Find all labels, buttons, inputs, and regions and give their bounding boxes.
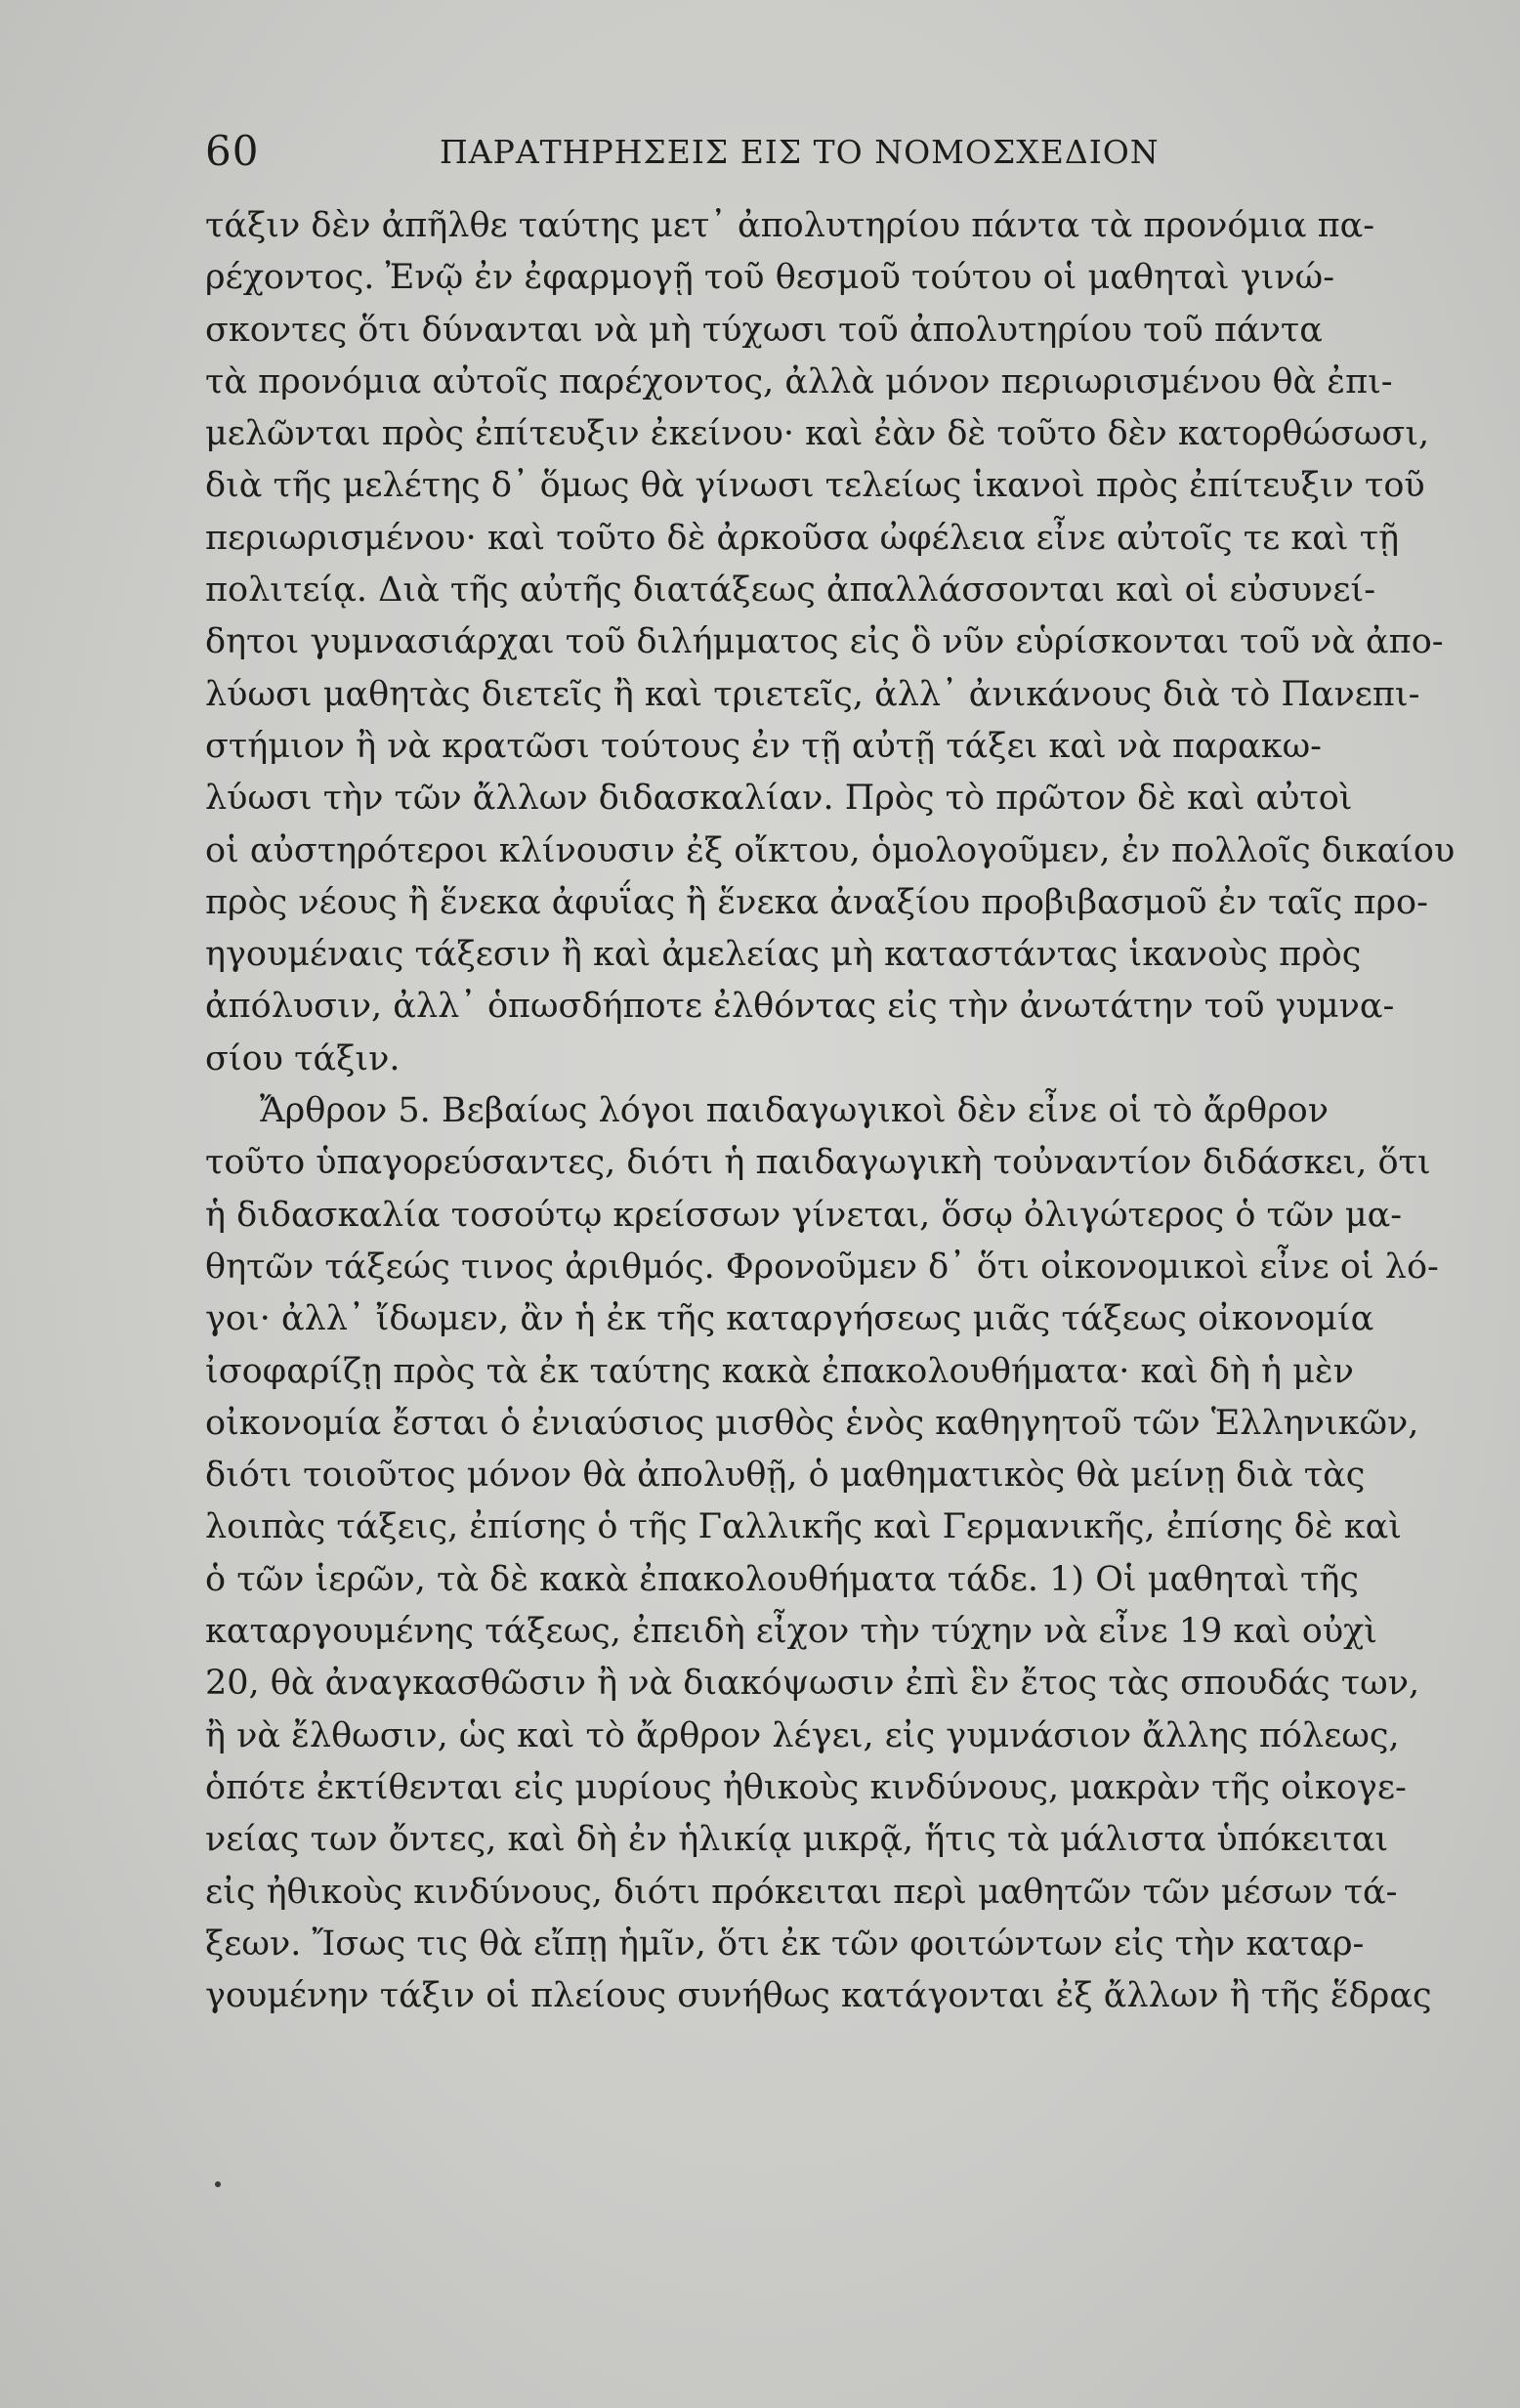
text-line: ἢ νὰ ἔλθωσιν, ὡς καὶ τὸ ἄρθρον λέγει, εἰς γυμνάσιον ἄλλης πόλεως, bbox=[205, 1715, 1400, 1755]
text-line: καταργουμένης τάξεως, ἐπειδὴ εἶχον τὴν τύχην νὰ εἶνε 19 καὶ οὐχὶ bbox=[205, 1612, 1378, 1652]
text-line: ρέχοντος. Ἐνῷ ἐν ἐφαρμογῇ τοῦ θεσμοῦ τούτου οἱ μαθηταὶ γινώ- bbox=[205, 258, 1335, 298]
text-line: στήμιον ἢ νὰ κρατῶσι τούτους ἐν τῇ αὐτῇ τάξει καὶ νὰ παρακω- bbox=[205, 726, 1322, 766]
text-line-article-heading: Ἄρθρον 5. Βεβαίως λόγοι παιδαγωγικοὶ δὲν εἶνε οἱ τὸ ἄρθρον bbox=[260, 1091, 1330, 1131]
text-line: ὁπότε ἐκτίθενται εἰς μυρίους ἠθικοὺς κινδύνους, μακρὰν τῆς οἰκογε- bbox=[205, 1767, 1407, 1807]
text-line: τάξιν δὲν ἀπῆλθε ταύτης μετ᾽ ἀπολυτηρίου πάντα τὰ προνόμια πα- bbox=[205, 206, 1375, 245]
text-line: σίου τάξιν. bbox=[205, 1038, 401, 1078]
text-line: λύωσι μαθητὰς διετεῖς ἢ καὶ τριετεῖς, ἀλλ᾽ ἀνικάνους διὰ τὸ Πανεπι- bbox=[205, 674, 1420, 714]
text-line: γουμένην τάξιν οἱ πλείους συνήθως κατάγονται ἐξ ἄλλων ἢ τῆς ἕδρας bbox=[205, 1976, 1432, 2016]
text-line: μελῶνται πρὸς ἐπίτευξιν ἐκείνου· καὶ ἐὰν δὲ τοῦτο δὲν κατορθώσωσι, bbox=[205, 414, 1430, 454]
text-line: νείας των ὄντες, καὶ δὴ ἐν ἡλικίᾳ μικρᾷ, ἥτις τὰ μάλιστα ὑπόκειται bbox=[205, 1820, 1389, 1860]
text-line: ἰσοφαρίζῃ πρὸς τὰ ἐκ ταύτης κακὰ ἐπακολουθήματα· καὶ δὴ ἡ μὲν bbox=[205, 1351, 1354, 1391]
text-line: τὰ προνόμια αὐτοῖς παρέχοντος, ἀλλὰ μόνον περιωρισμένου θὰ ἐπι- bbox=[205, 361, 1393, 401]
page-header bbox=[205, 127, 1202, 186]
text-line: πρὸς νέους ἢ ἕνεκα ἀφυΐας ἢ ἕνεκα ἀναξίου προβιβασμοῦ ἐν ταῖς προ- bbox=[205, 882, 1428, 922]
text-line: 20, θὰ ἀναγκασθῶσιν ἢ νὰ διακόψωσιν ἐπὶ ἓν ἔτος τὰς σπουδάς των, bbox=[205, 1664, 1420, 1704]
ink-speck bbox=[215, 2181, 221, 2187]
text-line: ἡ διδασκαλία τοσούτῳ κρείσσων γίνεται, ὅσῳ ὀλιγώτερος ὁ τῶν μα- bbox=[205, 1195, 1403, 1235]
text-line: οἱ αὐστηρότεροι κλίνουσιν ἐξ οἴκτου, ὁμολογοῦμεν, ἐν πολλοῖς δικαίου bbox=[205, 830, 1456, 870]
text-line: διότι τοιοῦτος μόνον θὰ ἀπολυθῇ, ὁ μαθηματικὸς θὰ μείνῃ διὰ τὰς bbox=[205, 1456, 1366, 1496]
text-line: σκοντες ὅτι δύνανται νὰ μὴ τύχωσι τοῦ ἀπολυτηρίου τοῦ πάντα bbox=[205, 310, 1323, 350]
text-line: ξεων. Ἴσως τις θὰ εἴπῃ ἡμῖν, ὅτι ἐκ τῶν φοιτώντων εἰς τὴν καταρ- bbox=[205, 1923, 1365, 1964]
text-line: πολιτείᾳ. Διὰ τῆς αὐτῆς διατάξεως ἀπαλλάσσονται καὶ οἱ εὐσυνεί- bbox=[205, 570, 1376, 611]
page-number: 60 bbox=[205, 127, 260, 175]
text-line: θητῶν τάξεώς τινος ἀριθμός. Φρονοῦμεν δ᾽ ὅτι οἰκονομικοὶ εἶνε οἱ λό- bbox=[205, 1246, 1439, 1287]
text-line: οἰκονομία ἔσται ὁ ἐνιαύσιος μισθὸς ἑνὸς καθηγητοῦ τῶν Ἑλληνικῶν, bbox=[205, 1403, 1419, 1443]
text-line: ὁ τῶν ἱερῶν, τὰ δὲ κακὰ ἐπακολουθήματα τάδε. 1) Οἱ μαθηταὶ τῆς bbox=[205, 1559, 1359, 1599]
text-line: ἀπόλυσιν, ἀλλ᾽ ὁπωσδήποτε ἐλθόντας εἰς τὴν ἀνωτάτην τοῦ γυμνα- bbox=[205, 987, 1395, 1027]
text-line: διὰ τῆς μελέτης δ᾽ ὅμως θὰ γίνωσι τελείως ἱκανοὶ πρὸς ἐπίτευξιν τοῦ bbox=[205, 466, 1425, 506]
text-line: εἰς ἠθικοὺς κινδύνους, διότι πρόκειται περὶ μαθητῶν τῶν μέσων τά- bbox=[205, 1872, 1398, 1912]
text-line bbox=[205, 2022, 1211, 2074]
text-line: τοῦτο ὑπαγορεύσαντες, διότι ἡ παιδαγωγικὴ τοὐναντίον διδάσκει, ὅτι bbox=[205, 1143, 1431, 1183]
body-text bbox=[205, 200, 1456, 2075]
text-line: λοιπὰς τάξεις, ἐπίσης ὁ τῆς Γαλλικῆς καὶ Γερμανικῆς, ἐπίσης δὲ καὶ bbox=[205, 1507, 1402, 1547]
running-title: ΠΑΡΑΤΗΡΗΣΕΙΣ ΕΙΣ ΤΟ ΝΟΜΟΣΧΕΔΙΟΝ bbox=[440, 133, 1160, 171]
text-line: γοι· ἀλλ᾽ ἴδωμεν, ἂν ἡ ἐκ τῆς καταργήσεως μιᾶς τάξεως οἰκονομία bbox=[205, 1299, 1374, 1339]
text-line: λύωσι τὴν τῶν ἄλλων διδασκαλίαν. Πρὸς τὸ πρῶτον δὲ καὶ αὐτοὶ bbox=[205, 779, 1353, 819]
text-line: ηγουμέναις τάξεσιν ἢ καὶ ἀμελείας μὴ καταστάντας ἱκανοὺς πρὸς bbox=[205, 935, 1362, 975]
text-line: δητοι γυμνασιάρχαι τοῦ διλήμματος εἰς ὃ νῦν εὑρίσκονται τοῦ νὰ ἀπο- bbox=[205, 622, 1444, 662]
text-line: περιωρισμένου· καὶ τοῦτο δὲ ἀρκοῦσα ὠφέλεια εἶνε αὐτοῖς τε καὶ τῇ bbox=[205, 518, 1400, 558]
